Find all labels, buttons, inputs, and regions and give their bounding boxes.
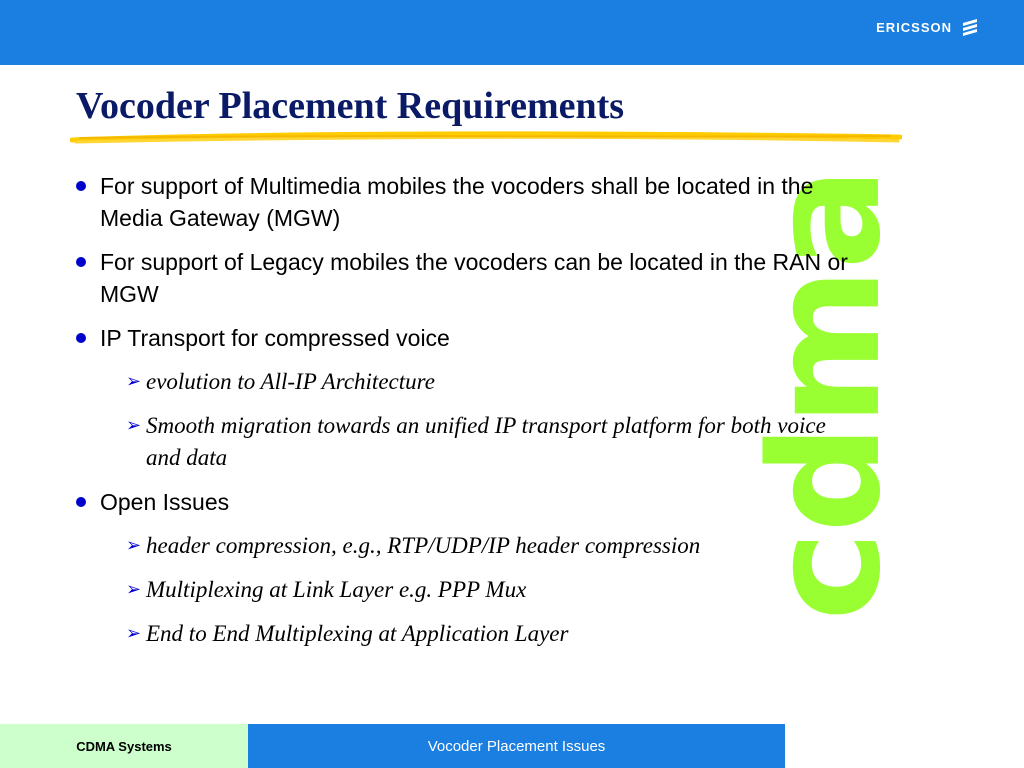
bullet-text: For support of Legacy mobiles the vocoders can be located in the RAN or MGW bbox=[100, 249, 848, 307]
logo-text: ERICSSON bbox=[876, 19, 952, 35]
arrow-bullet-icon: ➢ bbox=[126, 579, 142, 600]
ericsson-mark-icon bbox=[960, 17, 980, 37]
bullet-text: IP Transport for compressed voice bbox=[100, 325, 450, 351]
sub-bullet-text: Smooth migration towards an unified IP transport platform for both voice and data bbox=[146, 413, 826, 470]
footer-left-label: CDMA Systems bbox=[76, 738, 172, 754]
slide-content bbox=[72, 170, 852, 662]
sub-bullet-text: evolution to All-IP Architecture bbox=[146, 369, 435, 394]
slide-title: Vocoder Placement Requirements bbox=[76, 85, 625, 127]
bullet-dot-icon bbox=[76, 333, 86, 343]
sub-bullet-item bbox=[126, 618, 852, 650]
header-bar bbox=[0, 0, 1024, 65]
sub-bullet-text: End to End Multiplexing at Application Layer bbox=[146, 621, 569, 646]
cdma-side-word: cdma bbox=[737, 169, 915, 621]
arrow-bullet-icon: ➢ bbox=[126, 623, 142, 644]
sub-bullet-item bbox=[126, 366, 852, 398]
sub-bullet-item bbox=[126, 530, 852, 562]
bullet-item bbox=[72, 170, 852, 234]
bullet-text: For support of Multimedia mobiles the vocoders shall be located in the Media Gateway (MGW) bbox=[100, 173, 814, 231]
bullet-text: Open Issues bbox=[100, 489, 230, 515]
footer-center bbox=[248, 724, 785, 768]
bullet-dot-icon bbox=[76, 181, 86, 191]
sub-bullet-item bbox=[126, 410, 852, 474]
arrow-bullet-icon: ➢ bbox=[126, 415, 142, 436]
bullet-item bbox=[72, 246, 852, 310]
arrow-bullet-icon: ➢ bbox=[126, 371, 142, 392]
arrow-bullet-icon: ➢ bbox=[126, 535, 142, 556]
sub-bullet-text: Multiplexing at Link Layer e.g. PPP Mux bbox=[146, 577, 527, 602]
title-underline bbox=[70, 128, 902, 148]
sub-bullet-item bbox=[126, 574, 852, 606]
bullet-dot-icon bbox=[76, 497, 86, 507]
ericsson-logo bbox=[876, 17, 980, 37]
bullet-dot-icon bbox=[76, 257, 86, 267]
bullet-item bbox=[72, 486, 852, 518]
bullet-item bbox=[72, 322, 852, 354]
sub-bullet-text: header compression, e.g., RTP/UDP/IP header compression bbox=[146, 533, 701, 558]
footer-center-label: Vocoder Placement Issues bbox=[427, 737, 606, 755]
footer-left bbox=[0, 724, 248, 768]
